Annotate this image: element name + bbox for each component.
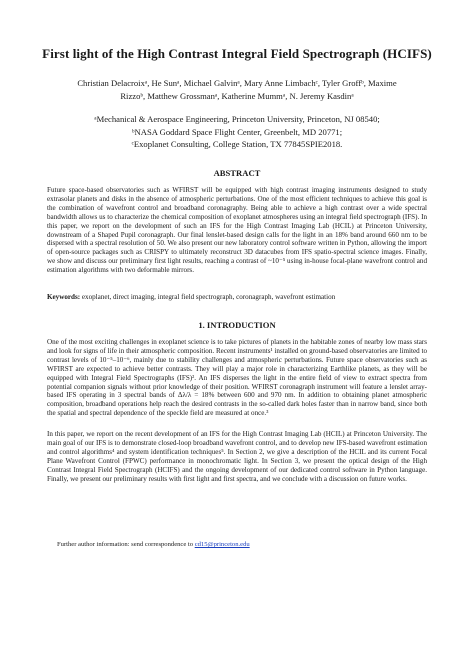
author-footnote — [57, 541, 427, 548]
introduction-paragraph-1 — [47, 338, 427, 418]
introduction-heading: 1. INTRODUCTION — [198, 320, 276, 330]
affiliations — [60, 113, 414, 151]
affiliation-c: ᶜExoplanet Consulting, College Station, TX 77845SPIE2018. — [131, 139, 343, 149]
introduction-paragraph-2 — [47, 430, 427, 483]
correspondence-email-link[interactable]: cd15@princeton.edu — [194, 541, 250, 548]
intro-text-1: One of the most exciting challenges in exoplanet science is to take pictures of planets in the habitable zones of nearby low mass stars and look for signs of life in their atmospheric composition. Recent instruments¹ installed on ground-based observatories are limited to contrast levels of 10⁻⁵–10⁻⁶, mainly due to stability challenges and atmospheric perturbations. Future space observatories such as WFIRST are expected to achieve better contrasts. They will play a major role in characterizing Earthlike planets, as they will be equipped with Integral Field Spectrographs (IFS)². An IFS disperses the light in the entire field of view to extract spectra from potential companion signals without prior knowledge of their position. WFIRST coronagraph instrument will feature a lenslet array-based IFS operating in 3 spectral bands of Δλ/λ = 18% between 600 and 970 nm. In addition to obtaining planet atmospheric composition, broadband operations help reach the desired contrasts in the so-called dark holes faster than in narrow band, since both the spatial and spectral dependence of the speckle field are measured at once.³ — [47, 338, 427, 418]
keywords-text: exoplanet, direct imaging, integral field spectrograph, coronagraph, wavefront estimation — [80, 293, 336, 301]
paper-title: First light of the High Contrast Integral Field Spectrograph (HCIFS) — [42, 46, 432, 61]
author-line-2: Rizzoᵇ, Matthew Grossmanᵃ, Katherine Mummᵃ, N. Jeremy Kasdinᵃ — [120, 90, 354, 101]
intro-text-2: In this paper, we report on the recent development of an IFS for the High Contrast Imaging Lab (HCIL) at Princeton University. The main goal of our IFS is to demonstrate closed-loop broadband wavefront control, and to develop new IFS-based wavefront estimation and control algorithms⁴ and system identification techniques⁵. In Section 2, we give a description of the HCIL and its current Focal Plane Wavefront Control (FPWC) performance in monochromatic light. In Section 3, we present the optical design of the High Contrast Integral Field Spectrograph (HCIFS) and the ongoing development of our dedicated control software in Python language. Finally, we present our preliminary results with first light and first spectra, and we conclude with a discussion on future works. — [47, 430, 427, 483]
abstract-text: Future space-based observatories such as WFIRST will be equipped with high contrast imaging instruments designed to study extrasolar planets and disks in the absence of atmospheric perturbations. One of the most efficient techniques to achieve this goal is the combination of wavefront control and broadband coronagraphy. Being able to achieve a high contrast over a wide spectral bandwidth allows us to characterize the chemical composition of exoplanet atmospheres using an integral field spectrograph (IFS). In this paper, we report on the development of such an IFS for the High Contrast Imaging Lab (HCIL) at Princeton University, downstream of a Shaped Pupil coronagraph. Our final lenslet-based design calls for the light in an 18% band around 660 nm to be dispersed with a spectral resolution of 50. We also present our new laboratory control software written in Python, allowing the import of open-source packages such as CRISPY to ultimately reconstruct 3D datacubes from IFS spatio-spectral science images. Finally, we show and discuss our preliminary first light results, reaching a contrast of ~10⁻⁵ using in-house focal-plane wavefront control and estimation algorithms with two deformable mirrors. — [47, 186, 427, 275]
abstract-body — [47, 186, 427, 275]
footnote-text: Further author information: send correspondence to — [57, 541, 195, 548]
affiliation-b: ᵇNASA Goddard Space Flight Center, Greenbelt, MD 20771; — [131, 126, 343, 137]
abstract-heading: ABSTRACT — [213, 168, 261, 178]
author-list — [50, 77, 424, 102]
keywords-label: Keywords: — [47, 293, 81, 301]
author-line-1: Christian Delacroixᵃ, He Sunᵃ, Michael Galvinᵃ, Mary Anne Limbachᶜ, Tyler Groffᵇ, Maxime — [77, 78, 397, 88]
keywords — [47, 293, 427, 302]
affiliation-a: ᵃMechanical & Aerospace Engineering, Princeton University, Princeton, NJ 08540; — [94, 114, 380, 124]
